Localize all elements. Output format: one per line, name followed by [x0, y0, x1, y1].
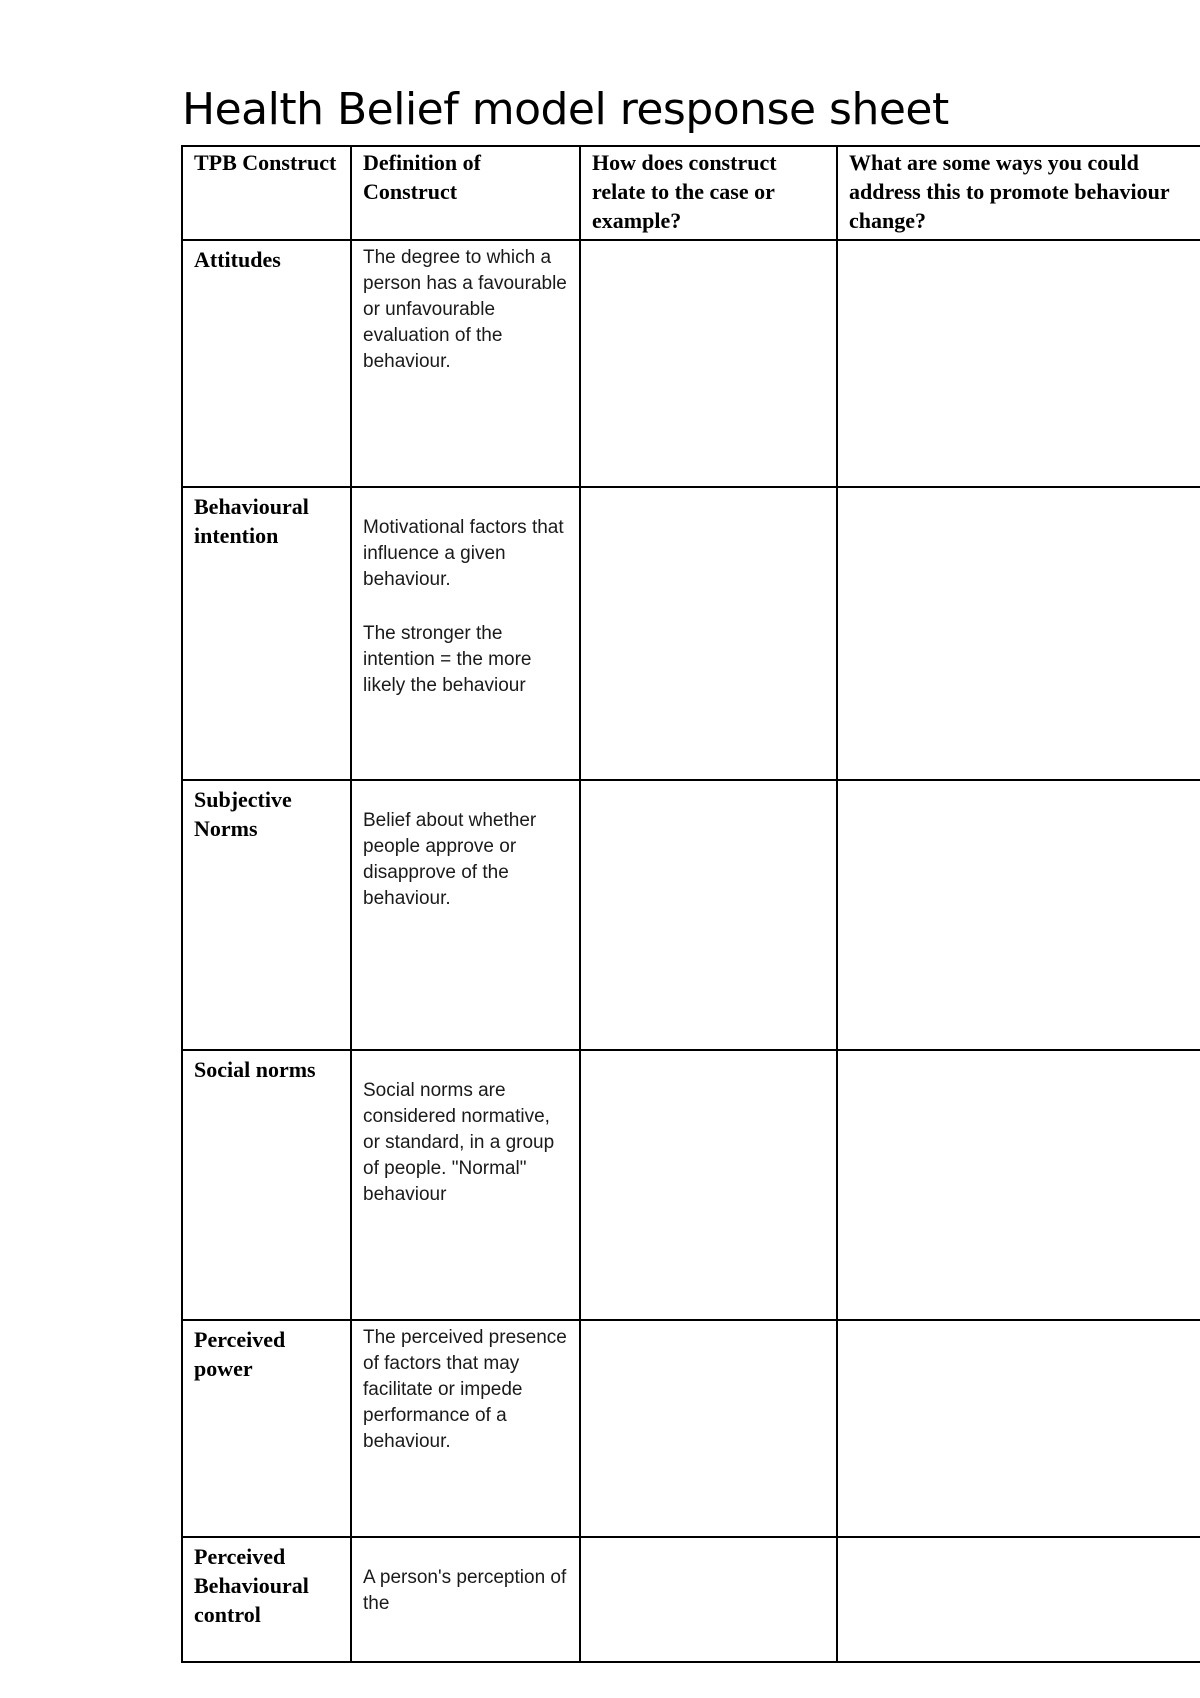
header-ways: What are some ways you could address this to promote behaviour change?	[837, 146, 1200, 240]
construct-cell: Subjective Norms	[182, 780, 351, 1050]
relation-cell[interactable]	[580, 780, 837, 1050]
relation-cell[interactable]	[580, 1050, 837, 1320]
definition-text: Social norms are considered normative, or standard, in a group of people. "Normal" behaviour	[363, 1080, 555, 1205]
table-row	[182, 1537, 1200, 1662]
page-title: Health Belief model response sheet	[182, 84, 949, 135]
ways-cell[interactable]	[837, 1537, 1200, 1662]
table-row	[182, 487, 1200, 780]
definition-text: Belief about whether people approve or disapprove of the behaviour.	[363, 810, 537, 909]
definition-cell	[351, 1320, 580, 1537]
definition-cell	[351, 1537, 580, 1662]
table-row	[182, 240, 1200, 487]
ways-cell[interactable]	[837, 1050, 1200, 1320]
table-row	[182, 1320, 1200, 1537]
definition-cell	[351, 487, 580, 780]
relation-cell[interactable]	[580, 1537, 837, 1662]
ways-cell[interactable]	[837, 1320, 1200, 1537]
relation-cell[interactable]	[580, 1320, 837, 1537]
response-table	[181, 145, 1200, 1663]
header-relation: How does construct relate to the case or example?	[580, 146, 837, 240]
construct-cell: Social norms	[182, 1050, 351, 1320]
header-tpb-construct: TPB Construct	[182, 146, 351, 240]
ways-cell[interactable]	[837, 487, 1200, 780]
relation-cell[interactable]	[580, 487, 837, 780]
definition-text: The stronger the intention = the more likely the behaviour	[363, 623, 532, 696]
construct-cell: Perceived Behavioural control	[182, 1537, 351, 1662]
construct-cell: Attitudes	[182, 240, 351, 487]
ways-cell[interactable]	[837, 240, 1200, 487]
definition-cell	[351, 780, 580, 1050]
construct-cell: Perceived power	[182, 1320, 351, 1537]
definition-text: A person's perception of the	[363, 1567, 567, 1614]
relation-cell[interactable]	[580, 240, 837, 487]
definition-cell	[351, 1050, 580, 1320]
ways-cell[interactable]	[837, 780, 1200, 1050]
table-header-row	[182, 146, 1200, 240]
definition-cell	[351, 240, 580, 487]
construct-cell: Behavioural intention	[182, 487, 351, 780]
definition-text: Motivational factors that influence a given behaviour.	[363, 517, 564, 590]
definition-text: The perceived presence of factors that may facilitate or impede performance of a behaviour.	[363, 1327, 567, 1452]
table-row	[182, 1050, 1200, 1320]
header-definition: Definition of Construct	[351, 146, 580, 240]
definition-text: The degree to which a person has a favourable or unfavourable evaluation of the behaviour.	[363, 247, 567, 372]
table-row	[182, 780, 1200, 1050]
